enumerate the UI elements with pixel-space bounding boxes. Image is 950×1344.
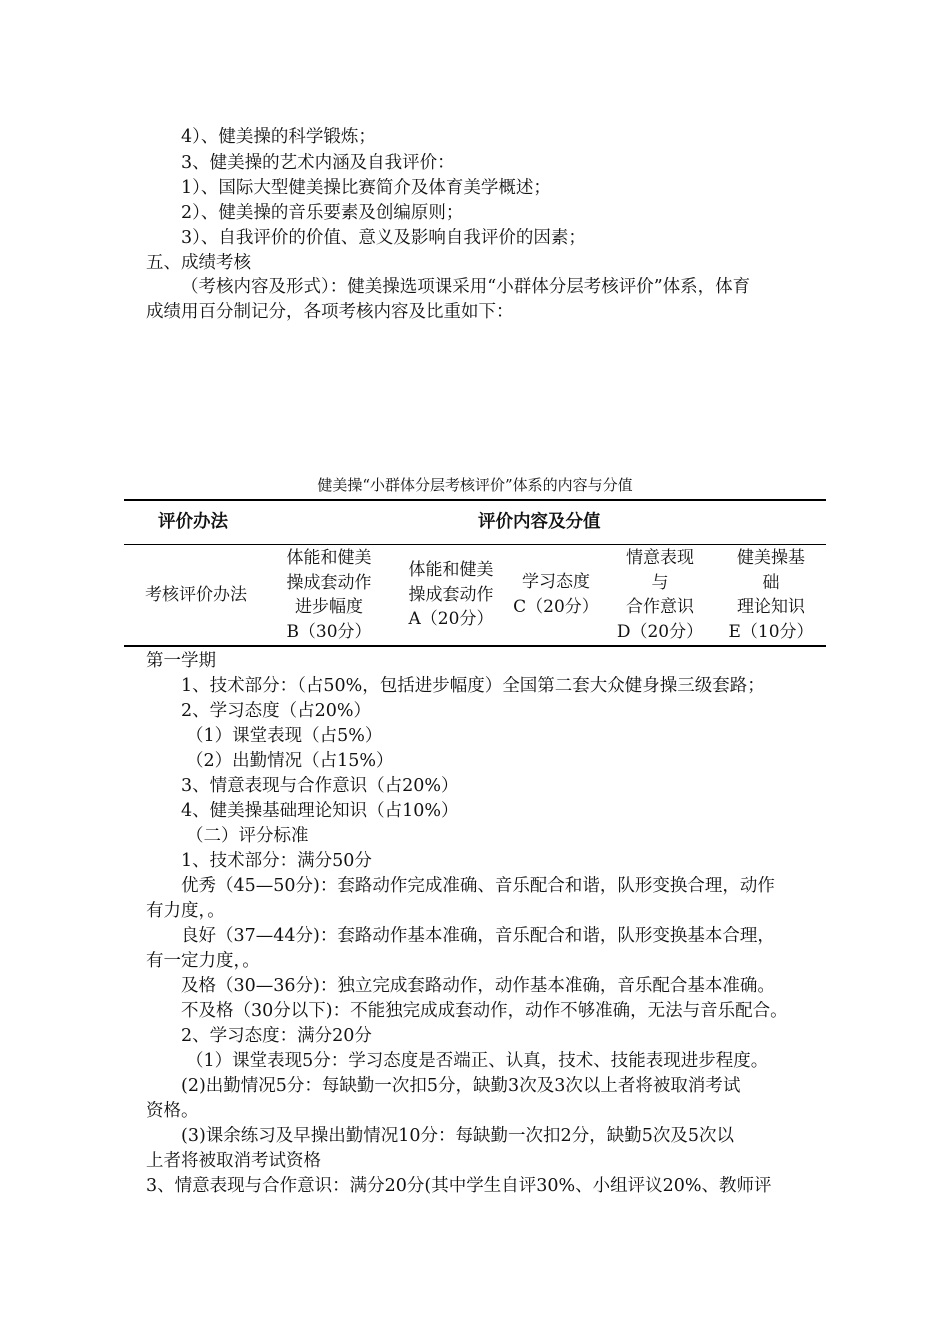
text-line: 4）、健美操的科学锻炼；	[181, 127, 376, 147]
text-line: 不及格（30分以下)：不能独完成成套动作，动作不够准确，无法与音乐配合。	[181, 1001, 788, 1021]
text-line: (3)课余练习及早操出勤情况10分：每缺勤一次扣2分，缺勤5次及5次以	[181, 1126, 734, 1146]
text-line: （2）出勤情况（占15%）	[186, 751, 394, 771]
text-line: （1）课堂表现（占5%）	[186, 726, 383, 746]
text-line: 有力度，。	[146, 901, 225, 921]
text-line: 2、学习态度（占20%）	[181, 701, 372, 721]
table-cell: 学习态度 C（20分）	[513, 572, 599, 617]
table-row-label: 考核评价办法	[145, 585, 247, 605]
table-bottom-rule	[124, 645, 826, 647]
table-cell: 情意表现 与 合作意识 D（20分）	[616, 548, 704, 642]
text-line: 上者将被取消考试资格	[146, 1151, 321, 1171]
table-header-content: 评价内容及分值	[478, 512, 601, 532]
table-caption: 健美操“小群体分层考核评价”体系的内容与分值	[317, 476, 633, 494]
text-line: （二）评分标准	[186, 826, 309, 846]
text-line: （考核内容及形式）：健美操选项课采用“小群体分层考核评价”体系，体育	[181, 277, 751, 297]
section-heading: 五、成绩考核	[146, 253, 251, 273]
text-line: 1、技术部分：（占50%，包括进步幅度）全国第二套大众健身操三级套路；	[181, 676, 765, 696]
table-header-method: 评价办法	[158, 512, 228, 532]
text-line: 2）、健美操的音乐要素及创编原则；	[181, 203, 464, 223]
table-mid-rule	[124, 544, 826, 545]
text-line: （1）课堂表现5分：学习态度是否端正、认真，技术、技能表现进步程度。	[186, 1051, 769, 1071]
text-line: 1、技术部分：满分50分	[181, 851, 372, 871]
text-line: 3、健美操的艺术内涵及自我评价：	[181, 153, 455, 173]
table-cell: 健美操基 础 理论知识 E（10分）	[728, 548, 814, 642]
text-line: 及格（30—36分)：独立完成套路动作，动作基本准确，音乐配合基本准确。	[181, 976, 775, 996]
text-line: 第一学期	[146, 651, 216, 671]
text-line: 资格。	[146, 1101, 199, 1121]
table-cell: 体能和健美 操成套动作 进步幅度 B（30分）	[286, 548, 372, 642]
text-line: 3、情意表现与合作意识（占20%）	[181, 776, 459, 796]
text-line: 成绩用百分制记分，各项考核内容及比重如下：	[146, 302, 514, 322]
text-line: 良好（37—44分)：套路动作基本准确，音乐配合和谐，队形变换基本合理，	[181, 926, 775, 946]
text-line: 有一定力度，。	[146, 951, 260, 971]
text-line: 优秀（45—50分)：套路动作完成准确、音乐配合和谐，队形变换合理，动作	[181, 876, 775, 896]
text-line: 2、学习态度：满分20分	[181, 1026, 372, 1046]
text-line: 3）、自我评价的价值、意义及影响自我评价的因素；	[181, 228, 586, 248]
text-line: (2)出勤情况5分：每缺勤一次扣5分，缺勤3次及3次以上者将被取消考试	[181, 1076, 741, 1096]
text-line: 3、情意表现与合作意识：满分20分(其中学生自评30%、小组评议20%、教师评	[146, 1176, 772, 1196]
text-line: 4、健美操基础理论知识（占10%）	[181, 801, 459, 821]
text-line: 1）、国际大型健美操比赛简介及体育美学概述；	[181, 178, 551, 198]
table-top-rule	[124, 499, 826, 501]
table-cell: 体能和健美 操成套动作 A（20分）	[408, 560, 494, 629]
